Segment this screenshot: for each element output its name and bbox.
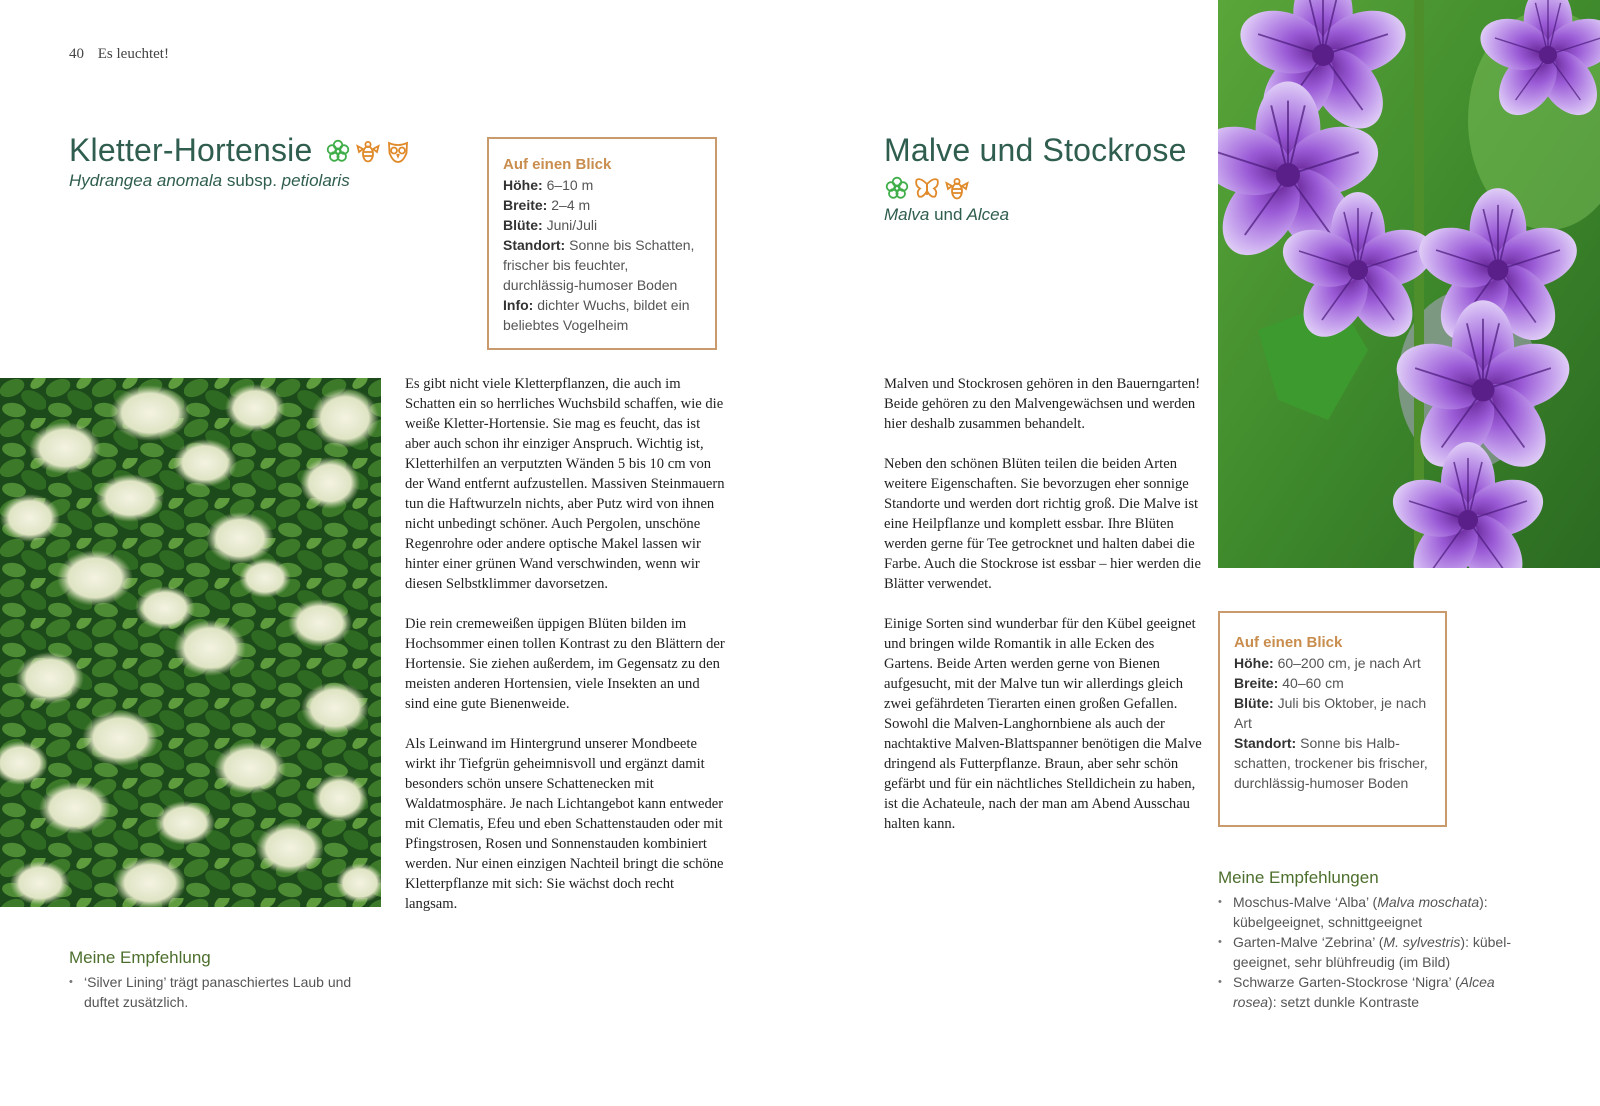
glance-value: Sonne bis Halbschatten, trockener bis frischer, durchlässig-humoser Boden [1234, 735, 1428, 791]
glance-box-right [1218, 611, 1447, 827]
item-text: ): kübelgeeignet, schnittgeeignet [1233, 894, 1488, 930]
left-icons [325, 138, 411, 164]
glance-value: Sonne bis Schatten, frischer bis feuchter, durchlässig-humoser Boden [503, 237, 695, 293]
glance-label: Info: [503, 297, 534, 313]
flower-icon [325, 138, 351, 164]
running-head [69, 46, 169, 63]
bee-icon [355, 138, 381, 164]
right-icons [884, 175, 970, 201]
list-item: • ‘Silver Lining’ trägt panaschiertes Laub und duftet zusätzlich. [69, 972, 359, 1012]
glance-box-left [487, 137, 717, 350]
hydrangea-photo [0, 378, 381, 907]
glance-label: Blüte: [1234, 695, 1274, 711]
glance-row [1234, 693, 1431, 733]
glance-value: 60–200 cm, je nach Art [1277, 655, 1421, 671]
latin-und: und [934, 205, 963, 224]
item-text: Schwarze Garten-Stockrose ‘Nigra’ ( [1233, 974, 1460, 990]
item-latin: Malva moschata [1377, 894, 1480, 910]
left-heading [69, 132, 469, 191]
latin-sub: subsp. [226, 171, 277, 190]
body-text-right [884, 374, 1204, 854]
glance-row [503, 175, 701, 195]
latin-genus-b: Alcea [966, 205, 1010, 224]
flower-icon [884, 175, 910, 201]
latin-genus-a: Malva [884, 205, 930, 224]
latin-name-right [884, 205, 1214, 225]
item-text: Moschus-Malve ‘Alba’ ( [1233, 894, 1378, 910]
glance-value: Juni/Juli [546, 217, 598, 233]
glance-label: Breite: [1234, 675, 1279, 691]
glance-row [503, 235, 701, 295]
latin-epithet: petiolaris [281, 171, 350, 190]
body-text-left [405, 374, 725, 934]
page-title-left: Kletter-Hortensie [69, 132, 313, 168]
glance-value: 6–10 m [546, 177, 594, 193]
glance-row [503, 215, 701, 235]
running-title: Es leuchtet! [97, 46, 169, 62]
item-latin: Alcea rosea [1233, 974, 1495, 1010]
page-number: 40 [69, 46, 84, 62]
item-text: ): kübelgeeignet, sehr blühfreudig (im Bild) [1233, 934, 1512, 970]
glance-label: Standort: [503, 237, 566, 253]
glance-value: dichter Wuchs, bildet ein beliebtes Vogelheim [503, 297, 690, 333]
recommendation-heading: Meine Empfehlungen [1218, 868, 1379, 887]
glance-label: Höhe: [1234, 655, 1274, 671]
paragraph: Als Leinwand im Hintergrund unserer Mondbeete wirkt ihr Tiefgrün geheimnisvoll und ergänzt damit besonders schön unsere Schattenecken mit Waldatmosphäre. Je nach Lichtangebot kann entweder mit Clematis, Efeu und eben Schattenstauden oder mit Pfingstrosen, Rosen und Sonnenstauden kombiniert werden. Nur einen einzigen Nachteil bringt die schöne Kletterpflanze mit sich: Sie wächst doch recht langsam. [405, 736, 724, 912]
glance-row [503, 295, 701, 335]
glance-label: Standort: [1234, 735, 1297, 751]
glance-label: Breite: [503, 197, 548, 213]
glance-row [1234, 653, 1431, 673]
recommendation-list [1218, 892, 1528, 1012]
recommendation-list [69, 972, 359, 1012]
paragraph: Die rein cremeweißen üppigen Blüten bilden im Hochsommer einen tollen Kontrast zu den Blättern der Hortensie. Sie ziehen außerdem, im Gegensatz zu den meisten anderen Hortensien, viele Insekten an und sind eine gute Bienenweide. [405, 616, 725, 712]
item-latin: M. sylvestris [1383, 934, 1461, 950]
glance-row [1234, 733, 1431, 793]
butterfly-icon [914, 175, 940, 201]
bee-icon [944, 175, 970, 201]
glance-heading: Auf einen Blick [1234, 634, 1343, 651]
list-item [1218, 972, 1528, 1012]
glance-heading: Auf einen Blick [503, 156, 612, 173]
latin-name-left [69, 171, 469, 191]
right-heading [884, 132, 1214, 225]
recommendation-right [1218, 868, 1528, 1012]
paragraph: Es gibt nicht viele Kletterpflanzen, die auch im Schatten ein so herrliches Wuchsbild schaffen, wie die weiße Kletter-Hortensie. Sie mag es feucht, das ist aber auch schon ihr einziger Anspruch. Wichtig ist, Kletterhilfen an verputzten Wänden 5 bis 10 cm von der Wand entfernt aufzustellen. Massiven Steinmauern tun die Haftwurzeln nichts, aber Putz wird von ihnen nicht unbedingt schöner. Auch Pergolen, unschöne Regenrohre oder andere optische Makel lassen wir hinter einer grünen Wand verschwinden, wenn wir diesen Selbstklimmer davorsetzen. [405, 376, 725, 592]
paragraph: Einige Sorten sind wunderbar für den Kübel geeignet und bringen wilde Romantik in alle Ecken des Gartens. Beide Arten werden gerne von Bienen aufgesucht, mit der Malve tun wir allerdings gleich zwei gefährdeten Tierarten einen großen Gefallen. Sowohl die Malven-Langhornbiene als auch der nachtaktive Malven-Blattspanner benötigen die Malve dringend als Futterpflanze. Braun, aber sehr schön gefärbt und für ein nächtliches Stelldichein zu haben, ist die Achateule, nach der man am Abend Ausschau halten kann. [884, 616, 1202, 832]
glance-row [1234, 673, 1431, 693]
owl-icon [385, 138, 411, 164]
latin-genus: Hydrangea anomala [69, 171, 223, 190]
recommendation-left [69, 948, 359, 1012]
glance-label: Höhe: [503, 177, 543, 193]
list-item [1218, 932, 1528, 972]
glance-value: 40–60 cm [1282, 675, 1344, 691]
glance-row [503, 195, 701, 215]
list-item [1218, 892, 1528, 932]
paragraph: Neben den schönen Blüten teilen die beiden Arten weitere Eigenschaften. Sie bevorzugen eher sonnige Standorte und werden dort richtig groß. Die Malve ist eine Heilpflanze und komplett essbar. Ihre Blüten werden gerne für Tee getrocknet und halten dabei die Farbe. Auch die Stockrose ist essbar – hier werden die Blätter verwendet. [884, 456, 1201, 592]
item-text: ): setzt dunkle Kontraste [1268, 994, 1419, 1010]
item-text: Garten-Malve ‘Zebrina’ ( [1233, 934, 1384, 950]
recommendation-heading: Meine Empfehlung [69, 948, 211, 967]
glance-value: 2–4 m [551, 197, 591, 213]
page-title-right: Malve und Stockrose [884, 132, 1187, 168]
mallow-photo [1218, 0, 1600, 568]
paragraph: Malven und Stockrosen gehören in den Bauerngarten! Beide gehören zu den Malvengewächsen und werden hier deshalb zusammen behandelt. [884, 376, 1201, 432]
glance-label: Blüte: [503, 217, 543, 233]
glance-value: Juli bis Oktober, je nach Art [1234, 695, 1427, 731]
